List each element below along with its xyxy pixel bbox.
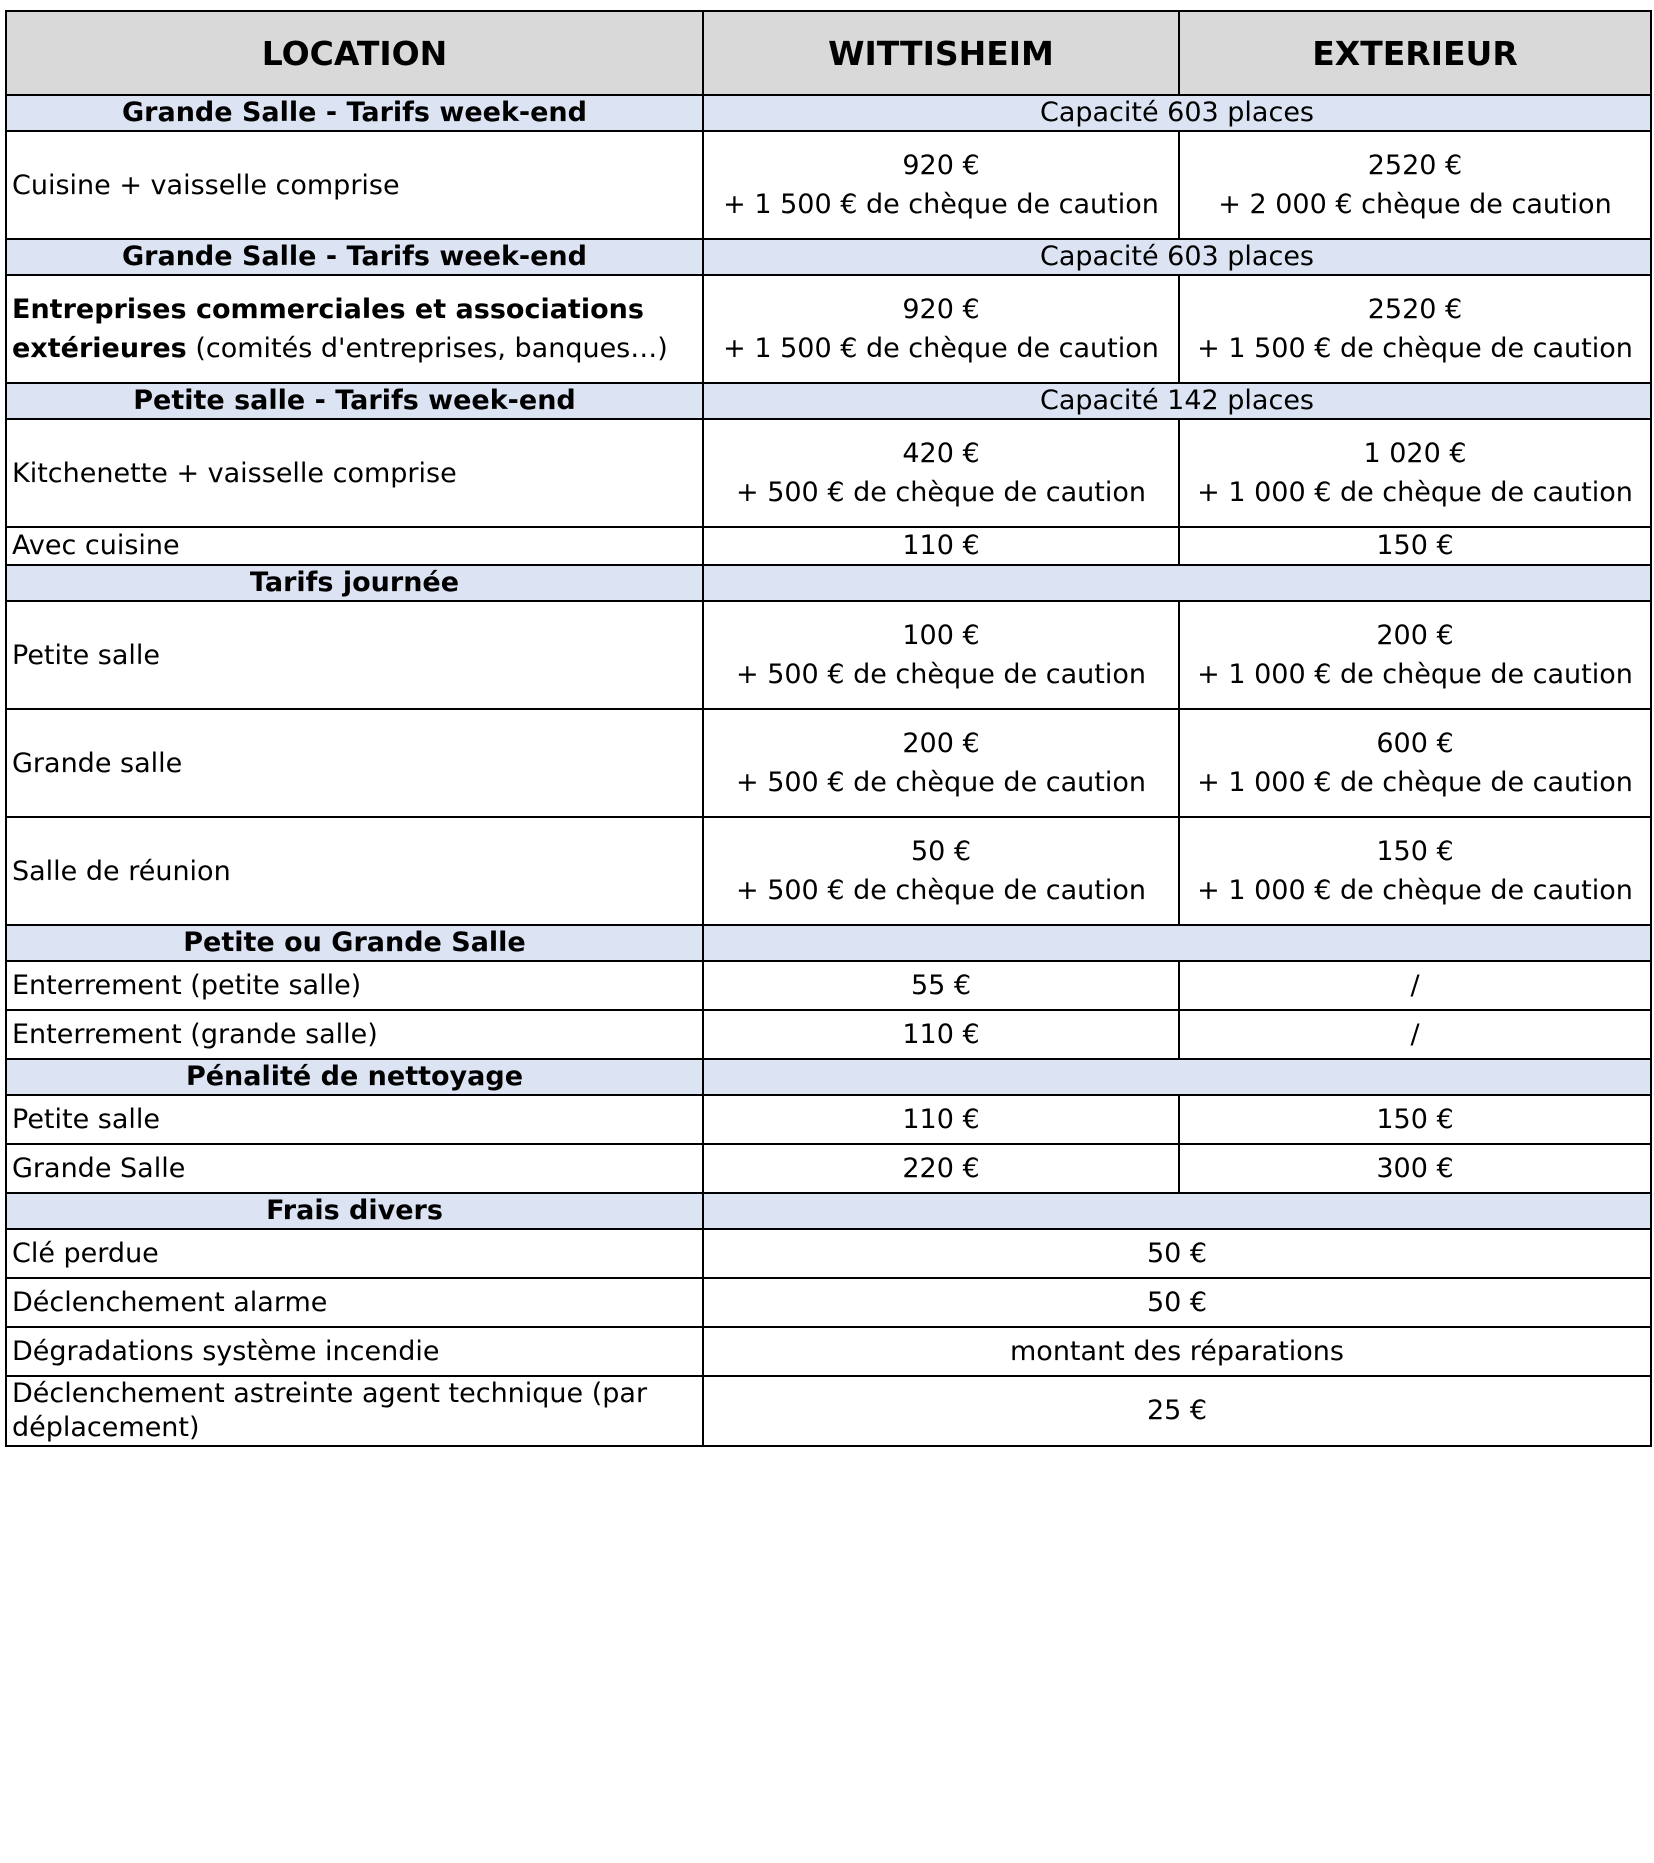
section-header [6,925,1651,961]
table-row [6,1327,1651,1376]
section-header [6,95,1651,131]
section-title: Grande Salle - Tarifs week-end [6,239,703,275]
price-exterieur: / [1179,961,1651,1010]
tarifs-table [5,10,1652,1447]
row-label: Kitchenette + vaisselle comprise [6,419,703,527]
table-row [6,1229,1651,1278]
row-label: Clé perdue [6,1229,703,1278]
price-wittisheim: 920 € + 1 500 € de chèque de caution [703,131,1179,239]
price-exterieur: 150 € [1179,1095,1651,1144]
price-wittisheim: 100 € + 500 € de chèque de caution [703,601,1179,709]
section-header [6,1193,1651,1229]
header-location: LOCATION [6,11,703,95]
table-row [6,1010,1651,1059]
table-row [6,275,1651,383]
row-label: Enterrement (petite salle) [6,961,703,1010]
section-capacity: Capacité 603 places [703,239,1651,275]
price-exterieur: 150 € [1179,527,1651,565]
row-label: Grande salle [6,709,703,817]
price-exterieur: 600 € + 1 000 € de chèque de caution [1179,709,1651,817]
section-title: Petite salle - Tarifs week-end [6,383,703,419]
row-label: Déclenchement alarme [6,1278,703,1327]
price-value: 50 € [703,1229,1651,1278]
row-label: Enterrement (grande salle) [6,1010,703,1059]
row-label: Avec cuisine [6,527,703,565]
price-exterieur: / [1179,1010,1651,1059]
table-row [6,961,1651,1010]
row-label: Petite salle [6,601,703,709]
price-wittisheim: 220 € [703,1144,1179,1193]
price-exterieur: 200 € + 1 000 € de chèque de caution [1179,601,1651,709]
price-exterieur: 150 € + 1 000 € de chèque de caution [1179,817,1651,925]
table-row [6,1376,1651,1446]
row-label: Cuisine + vaisselle comprise [6,131,703,239]
price-exterieur: 2520 € + 1 500 € de chèque de caution [1179,275,1651,383]
table-row [6,709,1651,817]
price-value: montant des réparations [703,1327,1651,1376]
section-title: Frais divers [6,1193,703,1229]
price-exterieur: 1 020 € + 1 000 € de chèque de caution [1179,419,1651,527]
price-value: 25 € [703,1376,1651,1446]
price-wittisheim: 55 € [703,961,1179,1010]
table-row [6,601,1651,709]
price-value: 50 € [703,1278,1651,1327]
row-label: Déclenchement astreinte agent technique (par déplacement) [6,1376,703,1446]
section-capacity: Capacité 603 places [703,95,1651,131]
section-title: Tarifs journée [6,565,703,601]
section-title: Pénalité de nettoyage [6,1059,703,1095]
table-row [6,1144,1651,1193]
table-row [6,131,1651,239]
section-header [6,239,1651,275]
section-header [6,565,1651,601]
row-label: Grande Salle [6,1144,703,1193]
row-label: Salle de réunion [6,817,703,925]
section-title: Grande Salle - Tarifs week-end [6,95,703,131]
price-exterieur: 300 € [1179,1144,1651,1193]
price-wittisheim: 920 € + 1 500 € de chèque de caution [703,275,1179,383]
section-header [6,1059,1651,1095]
price-wittisheim: 50 € + 500 € de chèque de caution [703,817,1179,925]
header-row [6,11,1651,95]
row-label: Petite salle [6,1095,703,1144]
price-wittisheim: 110 € [703,1095,1179,1144]
table-row [6,419,1651,527]
price-exterieur: 2520 € + 2 000 € chèque de caution [1179,131,1651,239]
section-title: Petite ou Grande Salle [6,925,703,961]
table-row [6,527,1651,565]
price-wittisheim: 110 € [703,527,1179,565]
section-header [6,383,1651,419]
row-label: Dégradations système incendie [6,1327,703,1376]
price-wittisheim: 110 € [703,1010,1179,1059]
header-exterieur: EXTERIEUR [1179,11,1651,95]
row-label: Entreprises commerciales et associations extérieures (comités d'entreprises, banques…) [6,275,703,383]
price-wittisheim: 420 € + 500 € de chèque de caution [703,419,1179,527]
price-wittisheim: 200 € + 500 € de chèque de caution [703,709,1179,817]
header-wittisheim: WITTISHEIM [703,11,1179,95]
table-row [6,1095,1651,1144]
section-capacity: Capacité 142 places [703,383,1651,419]
table-row [6,1278,1651,1327]
table-row [6,817,1651,925]
